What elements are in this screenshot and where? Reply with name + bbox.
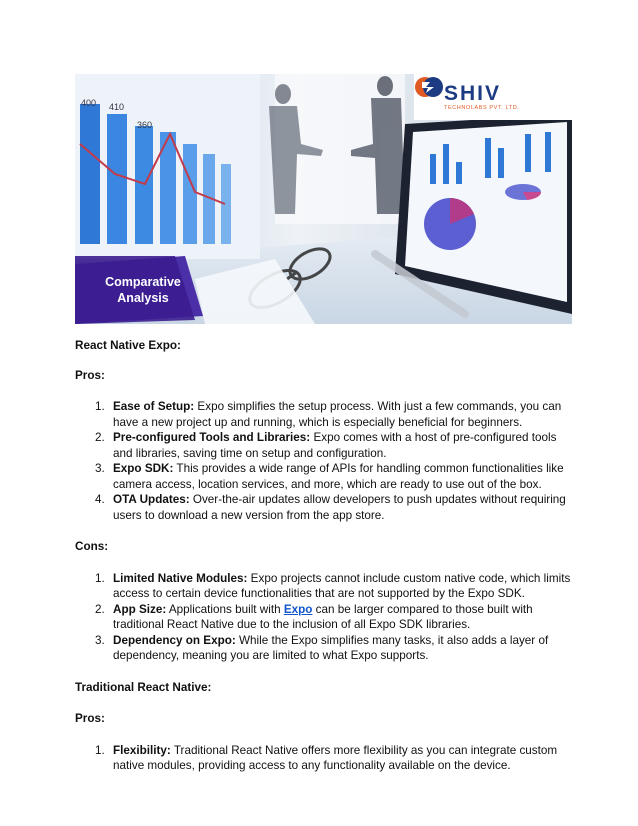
list-item: 3. Dependency on Expo: While the Expo simplifies many tasks, it also adds a layer of dependency, meaning you are limited to what Expo supports. — [95, 633, 549, 662]
list-item: 3. Expo SDK: This provides a wide range of APIs for handling common functionalities like camera access, location services, and more, which are ready to use out of the box. — [95, 462, 564, 491]
chart-label-400: 400 — [81, 98, 97, 108]
list-item: 1. Limited Native Modules: Expo projects cannot include custom native code, which limits access to certain device functionalities that are not supported by the Expo SDK. — [95, 571, 571, 600]
section-title-expo: React Native Expo: — [75, 339, 181, 352]
list-item: 2. Pre-configured Tools and Libraries: Expo comes with a host of pre-configured tools and libraries, saving time on setup and configuration. — [95, 431, 557, 460]
list-item: 2. App Size: Applications built with Expo can be larger compared to those built with traditional React Native due to the inclusion of all Expo SDK libraries. — [95, 602, 533, 631]
logo-subtitle: TECHNOLABS PVT. LTD. — [444, 104, 520, 111]
left-monitor-chart — [75, 74, 260, 259]
expo-pros-list — [75, 399, 572, 523]
pros-label-traditional: Pros: — [75, 712, 105, 725]
chart-label-410: 410 — [109, 102, 125, 112]
company-logo — [414, 74, 572, 120]
list-item: 1. Ease of Setup: Expo simplifies the setup process. With just a few commands, you can have a new project up and running, which is especially beneficial for beginners. — [95, 400, 562, 429]
badge-text: Comparative Analysis — [105, 275, 181, 305]
pros-label: Pros: — [75, 368, 105, 382]
article-content — [75, 338, 572, 774]
list-item: 1. Flexibility: Traditional React Native offers more flexibility as you can integrate custom native modules, providing access to any functionality available on the device. — [95, 743, 558, 772]
list-item: 4. OTA Updates: Over-the-air updates allow developers to push updates without requiring users to download a new version from the app store. — [95, 493, 566, 522]
hero-image — [75, 74, 572, 324]
logo-name: SHIV — [444, 81, 502, 105]
expo-cons-list — [75, 571, 572, 664]
traditional-pros-list — [75, 743, 572, 774]
section-title-traditional: Traditional React Native: — [75, 680, 212, 694]
chart-label-360: 360 — [137, 120, 153, 130]
cons-label: Cons: — [75, 540, 109, 553]
expo-link[interactable]: Expo — [283, 602, 313, 616]
shiv-logo-icon — [414, 74, 444, 100]
comparative-analysis-badge — [75, 256, 203, 324]
